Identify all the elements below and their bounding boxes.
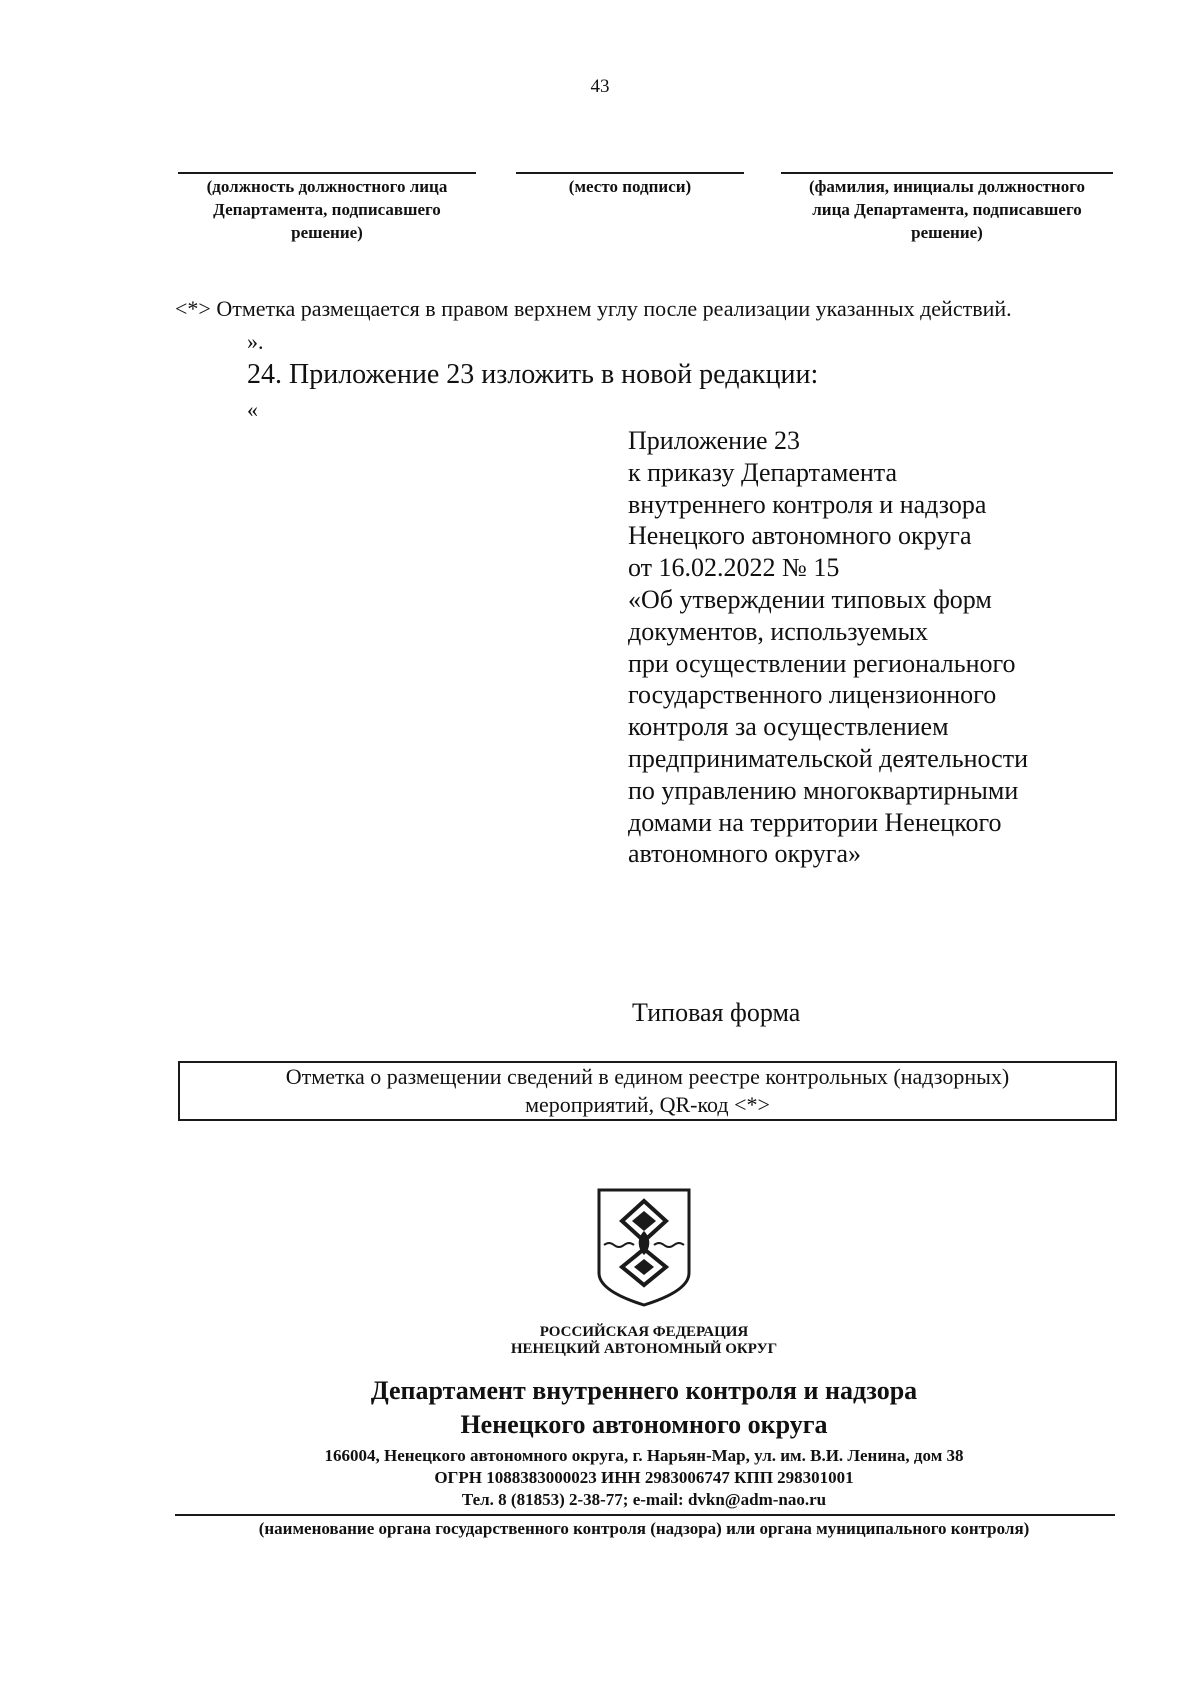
- authority-caption: (наименование органа государственного контроля (надзора) или органа муниципального контроля): [258, 1519, 1030, 1538]
- appendix-line: Приложение 23: [628, 426, 801, 455]
- department-registration: ОГРН 1088383000023 ИНН 2983006747 КПП 298301001: [434, 1468, 854, 1487]
- country-region-title: РОССИЙСКАЯ ФЕДЕРАЦИЯ НЕНЕЦКИЙ АВТОНОМНЫЙ ОКРУГ: [510, 1324, 778, 1357]
- appendix-line: предпринимательской деятельности: [628, 743, 1028, 773]
- nenets-coat-of-arms-icon: [596, 1187, 692, 1309]
- appendix-line: к приказу Департамента: [628, 457, 898, 487]
- appendix-line: Ненецкого автономного округа: [628, 521, 972, 551]
- signature-caption-name: (фамилия, инициалы должностного лица Департамента, подписавшего решение): [808, 177, 1086, 242]
- opening-quote: «: [247, 397, 258, 422]
- registry-box-line: мероприятий, QR-код <*>: [525, 1092, 770, 1117]
- signature-line-place: [516, 172, 744, 174]
- form-type-label: Типовая форма: [632, 998, 801, 1027]
- footnote: <*> Отметка размещается в правом верхнем углу после реализации указанных действий.: [175, 296, 1012, 321]
- registry-mark-box: [178, 1061, 1117, 1121]
- appendix-line: «Об утверждении типовых форм: [628, 584, 992, 614]
- signature-line-position: [178, 172, 476, 174]
- page-number: 43: [590, 76, 610, 97]
- signature-line-name: [781, 172, 1113, 174]
- appendix-line: документов, используемых: [628, 616, 929, 646]
- signature-caption-place: (место подписи): [568, 177, 692, 196]
- signature-caption-position: (должность должностного лица Департамента, подписавшего решение): [206, 177, 448, 242]
- registry-box-line: Отметка о размещении сведений в едином реестре контрольных (надзорных): [285, 1064, 1010, 1089]
- item-24-heading: 24. Приложение 23 изложить в новой редакции:: [247, 359, 819, 390]
- appendix-line: контроля за осуществлением: [628, 712, 949, 742]
- appendix-line: автономного округа»: [628, 839, 861, 869]
- department-details: [0, 1445, 1200, 1511]
- appendix-line: по управлению многоквартирными: [628, 775, 1019, 805]
- department-contacts: Тел. 8 (81853) 2-38-77; e-mail: dvkn@adm-nao.ru: [461, 1490, 827, 1509]
- appendix-line: государственного лицензионного: [628, 680, 997, 710]
- appendix-reference: [628, 425, 1098, 870]
- appendix-line: внутреннего контроля и надзора: [628, 489, 987, 519]
- header-divider: [175, 1514, 1115, 1516]
- department-address: 166004, Ненецкого автономного округа, г. Нарьян-Мар, ул. им. В.И. Ленина, дом 38: [324, 1446, 964, 1465]
- appendix-line: от 16.02.2022 № 15: [628, 553, 840, 583]
- closing-quote: ».: [247, 329, 264, 354]
- appendix-line: при осуществлении регионального: [628, 648, 1016, 678]
- department-name: Департамент внутреннего контроля и надзора Ненецкого автономного округа: [370, 1376, 918, 1439]
- appendix-line: домами на территории Ненецкого: [628, 807, 1002, 837]
